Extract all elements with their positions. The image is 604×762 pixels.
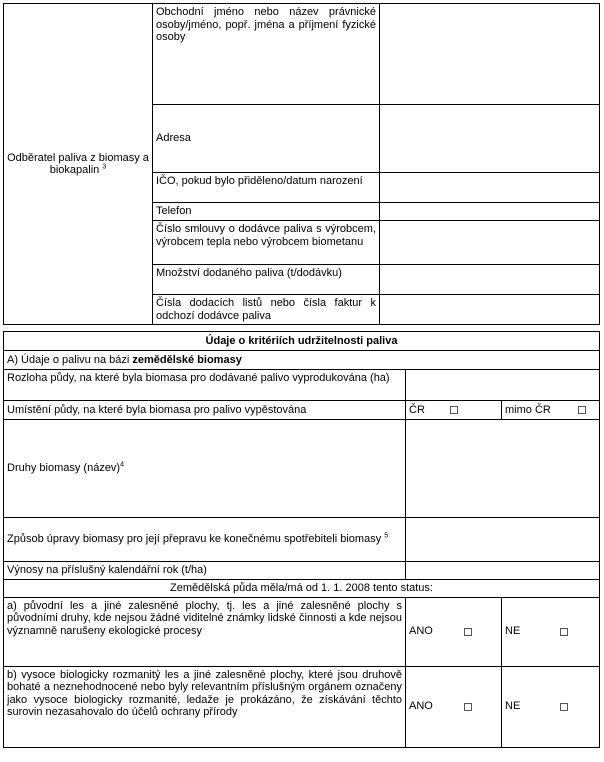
location-label: Umístění půdy, na které byla biomasa pro palivo vypěstována bbox=[4, 401, 406, 420]
field-label-address: Adresa bbox=[153, 105, 380, 173]
checkbox-status-a-no[interactable] bbox=[560, 628, 568, 636]
field-value-contract[interactable] bbox=[380, 221, 600, 265]
field-value-invoices[interactable] bbox=[380, 295, 600, 325]
area-value[interactable] bbox=[406, 370, 600, 401]
status-a-label: a) původní les a jiné zalesněné plochy, tj. les a jiné zalesněné plochy s původními druhy, kde nejsou žádné viditelné známky lidské činnosti a kde nejsou významně narušeny ekologické procesy bbox=[4, 597, 406, 666]
field-label-phone: Telefon bbox=[153, 203, 380, 221]
yield-label: Výnosy na příslušný kalendářní rok (t/ha) bbox=[4, 562, 406, 580]
status-a-no-label: NE bbox=[505, 625, 521, 638]
criteria-title: Údaje o kritériích udržitelnosti paliva bbox=[4, 332, 600, 351]
status-b-no-label: NE bbox=[505, 700, 521, 713]
section-a-bold: zemědělské biomasy bbox=[132, 353, 242, 366]
species-label: Druhy biomasy (název) bbox=[7, 462, 121, 475]
field-value-phone[interactable] bbox=[380, 203, 600, 221]
criteria-table bbox=[3, 331, 600, 748]
checkbox-status-b-yes[interactable] bbox=[464, 703, 472, 711]
field-label-quantity: Množství dodaného paliva (t/dodávku) bbox=[153, 265, 380, 295]
field-value-name[interactable] bbox=[380, 4, 600, 105]
processing-value[interactable] bbox=[406, 518, 600, 562]
processing-label: Způsob úpravy biomasy pro její přepravu ke konečnému spotřebiteli biomasy bbox=[7, 533, 382, 546]
field-value-quantity[interactable] bbox=[380, 265, 600, 295]
section-a-heading bbox=[4, 351, 600, 370]
location-cr-cell[interactable] bbox=[406, 401, 502, 420]
category-cell bbox=[4, 4, 153, 325]
section-a-prefix: A) Údaje o palivu na bázi bbox=[7, 353, 133, 366]
status-b-yes-cell[interactable] bbox=[406, 666, 502, 747]
status-a-yes-label: ANO bbox=[409, 625, 433, 638]
field-label-ico: IČO, pokud bylo přiděleno/datum narození bbox=[153, 173, 380, 203]
checkbox-abroad[interactable] bbox=[578, 406, 586, 414]
location-abroad-cell[interactable] bbox=[502, 401, 600, 420]
yield-value[interactable] bbox=[406, 562, 600, 580]
status-b-no-cell[interactable] bbox=[502, 666, 600, 747]
location-opt-cr: ČR bbox=[409, 403, 425, 416]
species-footnote: 4 bbox=[120, 461, 124, 469]
processing-footnote: 5 bbox=[384, 532, 389, 540]
species-value[interactable] bbox=[406, 420, 600, 518]
status-heading: Zemědělská půda měla/má od 1. 1. 2008 tento status: bbox=[4, 580, 600, 598]
field-value-ico[interactable] bbox=[380, 173, 600, 203]
field-label-invoices: Čísla dodacích listů nebo čísla faktur k odchozí dodávce paliva bbox=[153, 295, 380, 325]
field-value-address[interactable] bbox=[380, 105, 600, 173]
processing-cell bbox=[4, 518, 406, 562]
field-label-contract: Číslo smlouvy o dodávce paliva s výrobcem, výrobcem tepla nebo výrobcem biometanu bbox=[153, 221, 380, 265]
status-a-no-cell[interactable] bbox=[502, 597, 600, 666]
checkbox-status-b-no[interactable] bbox=[560, 703, 568, 711]
status-b-yes-label: ANO bbox=[409, 700, 433, 713]
checkbox-cr[interactable] bbox=[450, 406, 458, 414]
field-label-name: Obchodní jméno nebo název právnické osoby/jméno, popř. jména a příjmení fyzické osoby bbox=[153, 4, 380, 105]
footnote-ref: 3 bbox=[102, 163, 107, 171]
supplier-table bbox=[3, 3, 600, 325]
status-a-yes-cell[interactable] bbox=[406, 597, 502, 666]
category-label: Odběratel paliva z biomasy a biokapalin bbox=[7, 151, 149, 176]
location-opt-abroad: mimo ČR bbox=[505, 403, 551, 416]
checkbox-status-a-yes[interactable] bbox=[464, 628, 472, 636]
species-cell bbox=[4, 420, 406, 518]
area-label: Rozloha půdy, na které byla biomasa pro dodávané palivo vyprodukována (ha) bbox=[4, 370, 406, 401]
status-b-label: b) vysoce biologicky rozmanitý les a jiné zalesněné plochy, které jsou druhově bohaté a neznehodnocené nebo byly relevantním příslušným orgánem označeny jako vysoce biologicky rozmanité, ledaže je prokázáno, že získávání těchto surovin nezasahovalo do účelů ochrany přírody bbox=[4, 666, 406, 747]
